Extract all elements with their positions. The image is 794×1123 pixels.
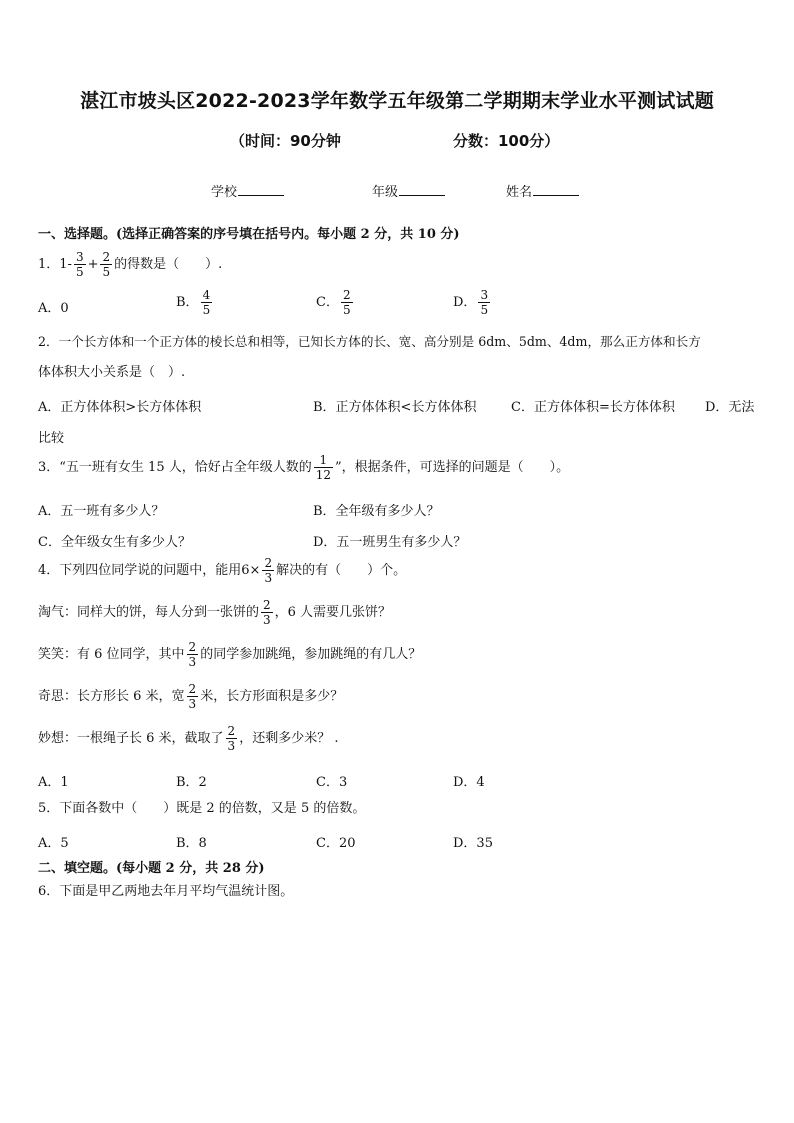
name-field[interactable] — [506, 181, 579, 200]
question-2-line-1: 2．一个长方体和一个正方体的棱长总和相等，已知长方体的长、宽、高分别是 6dm、5dm、4dm，那么正方体和长方 — [38, 334, 701, 349]
question-3: 3．“五一班有女生 15 人，恰好占全年级人数的 $\frac{1}{12}$ ”，根据条件，可选择的问题是（ ）。 — [38, 453, 570, 482]
exam-score: 分数：100分） — [453, 132, 560, 150]
q4-fraction: $\frac{2}{3}$ — [264, 556, 273, 585]
exam-time: （时间：90分钟 — [230, 132, 341, 150]
section-fill-heading: 二、填空题。(每小题 2 分，共 28 分) — [38, 861, 265, 876]
q1-fraction-1: $\frac{3}{5}$ — [75, 250, 84, 279]
q1-option-b[interactable]: B． $\frac{4}{5}$ — [176, 288, 211, 317]
q4-option-d[interactable]: D．4 — [453, 775, 485, 790]
q3-fraction: $\frac{1}{12}$ — [315, 453, 332, 482]
q1-suffix: 的得数是（ ）. — [114, 257, 223, 272]
q2-option-c[interactable]: C．正方体体积=长方体体积 — [511, 400, 675, 415]
q4-statement-xiaoxiao: 笑笑：有 6 位同学，其中 $\frac{2}{3}$ 的同学参加跳绳，参加跳绳的有几人？ — [38, 640, 422, 669]
grade-field[interactable] — [372, 181, 445, 200]
question-5: 5．下面各数中（ ）既是 2 的倍数，又是 5 的倍数。 — [38, 801, 366, 816]
q4-option-b[interactable]: B．2 — [176, 775, 207, 790]
q4-statement-qisi: 奇思：长方形长 6 米，宽 $\frac{2}{3}$ 米，长方形面积是多少？ — [38, 682, 344, 711]
name-blank[interactable] — [533, 183, 579, 196]
q1-option-d[interactable]: D． $\frac{3}{5}$ — [453, 288, 489, 317]
grade-blank[interactable] — [399, 183, 445, 196]
q3-option-b[interactable]: B．全年级有多少人？ — [313, 504, 440, 519]
question-6: 6．下面是甲乙两地去年月平均气温统计图。 — [38, 884, 294, 899]
q4-statement-taoqi: 淘气：同样大的饼，每人分到一张饼的 $\frac{2}{3}$ ，6 人需要几张饼？ — [38, 598, 392, 627]
q1-option-a[interactable]: A．0 — [38, 301, 69, 316]
q2-option-d-cont: 比较 — [38, 431, 65, 446]
q3-option-c[interactable]: C．全年级女生有多少人？ — [38, 535, 191, 550]
q2-option-d[interactable]: D．无法 — [705, 400, 755, 415]
q4-option-a[interactable]: A．1 — [38, 775, 69, 790]
q5-option-b[interactable]: B．8 — [176, 836, 207, 851]
q2-option-a[interactable]: A．正方体体积>长方体体积 — [38, 400, 202, 415]
q1-plus: + — [87, 257, 99, 272]
school-field[interactable] — [211, 181, 284, 200]
name-label: 姓名 — [506, 185, 533, 200]
q1-option-c[interactable]: C． $\frac{2}{5}$ — [316, 288, 351, 317]
grade-label: 年级 — [372, 185, 399, 200]
q5-option-a[interactable]: A．5 — [38, 836, 69, 851]
q1-fraction-2: $\frac{2}{5}$ — [102, 250, 111, 279]
q1-prefix: 1．1- — [38, 257, 72, 272]
page-title: 湛江市坡头区2022-2023学年数学五年级第二学期期末学业水平测试试题 — [80, 90, 714, 112]
question-2-line-2: 体体积大小关系是（ ）. — [38, 365, 186, 380]
question-4: 4．下列四位同学说的问题中，能用6× $\frac{2}{3}$ 解决的有（ ）个。 — [38, 556, 407, 585]
q5-option-d[interactable]: D．35 — [453, 836, 493, 851]
q2-option-b[interactable]: B．正方体体积<长方体体积 — [313, 400, 477, 415]
section-choice-heading: 一、选择题。(选择正确答案的序号填在括号内。每小题 2 分，共 10 分) — [38, 227, 460, 242]
q3-option-d[interactable]: D．五一班男生有多少人？ — [313, 535, 467, 550]
q4-statement-miaoxiang: 妙想：一根绳子长 6 米，截取了 $\frac{2}{3}$ ，还剩多少米？ . — [38, 724, 339, 753]
q4-option-c[interactable]: C．3 — [316, 775, 348, 790]
q5-option-c[interactable]: C．20 — [316, 836, 356, 851]
question-1 — [38, 250, 222, 279]
school-blank[interactable] — [238, 183, 284, 196]
q3-option-a[interactable]: A．五一班有多少人？ — [38, 504, 165, 519]
q4-expression: 6× — [241, 563, 261, 578]
school-label: 学校 — [211, 185, 238, 200]
